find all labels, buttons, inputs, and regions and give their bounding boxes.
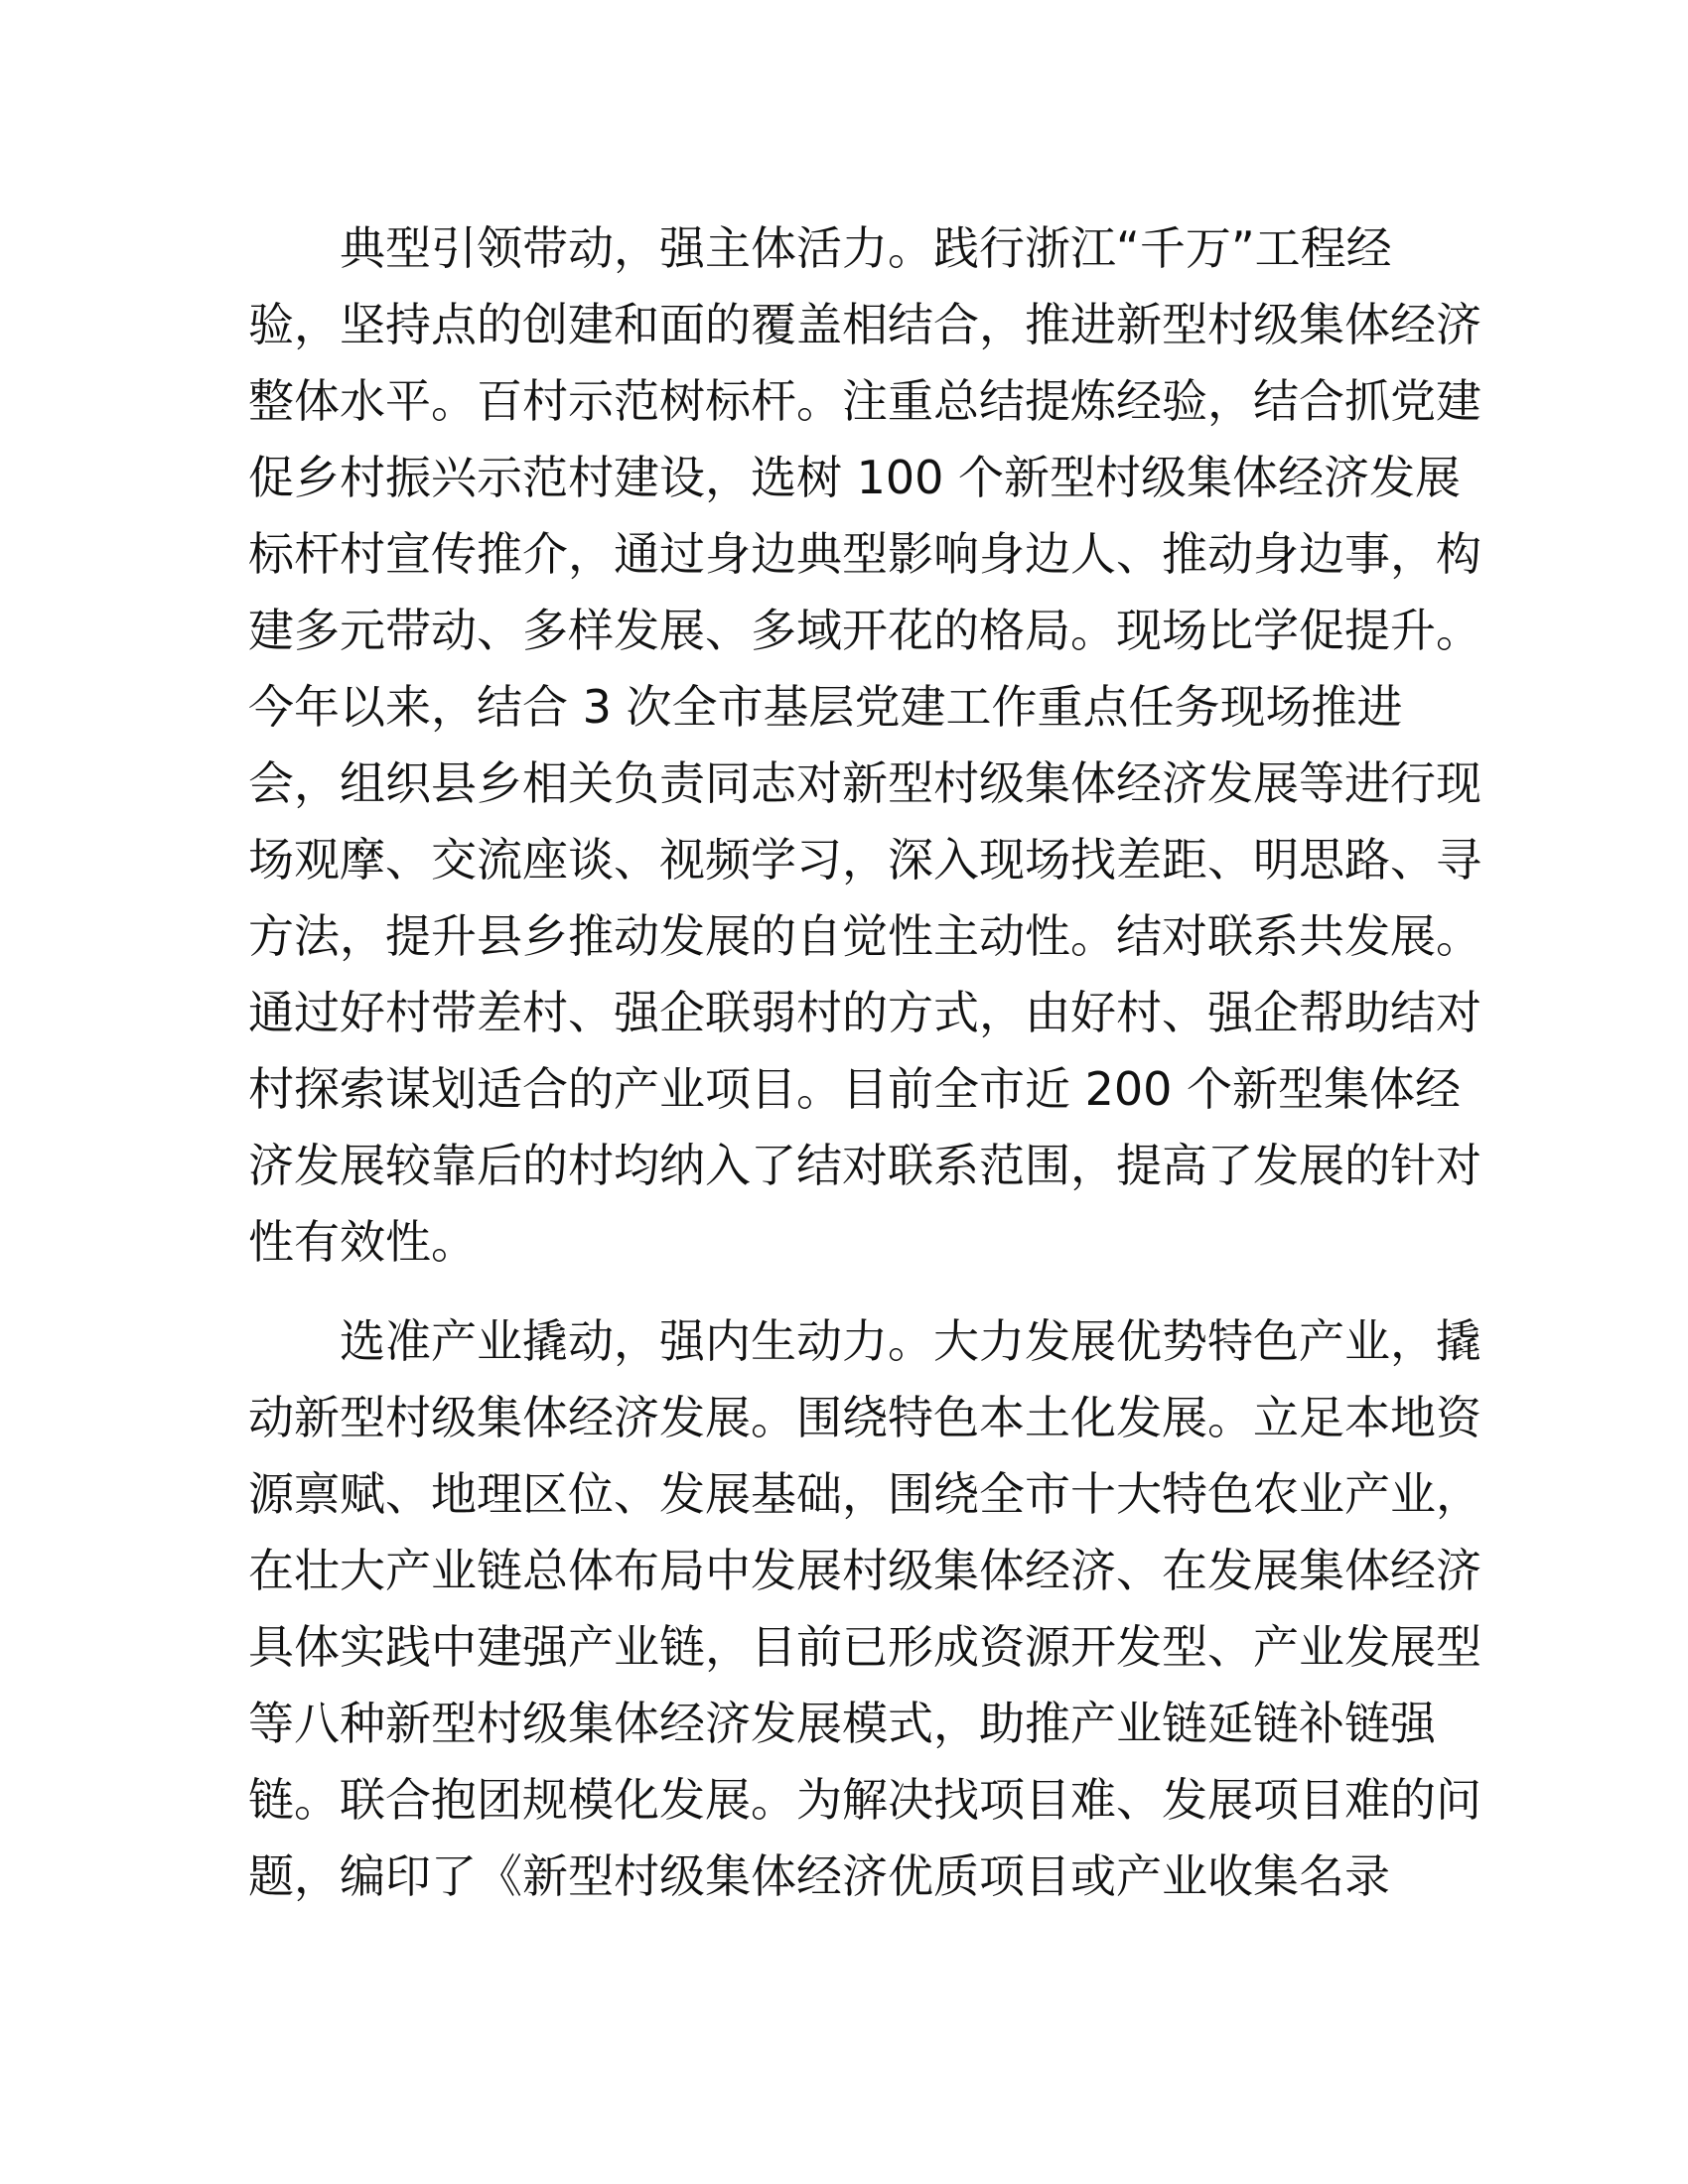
text-line: 选准产业撬动，强内生动力。大力发展优势特色产业，撬 xyxy=(248,1314,1481,1368)
text-line: 通过好村带差村、强企联弱村的方式，由好村、强企帮助结对 xyxy=(248,986,1481,1039)
text-line: 典型引领带动，强主体活力。践行浙江“千万”工程经 xyxy=(248,221,1392,275)
text-line: 方法，提升县乡推动发展的自觉性主动性。结对联系共发展。 xyxy=(248,909,1481,963)
text-line: 会，组织县乡相关负责同志对新型村级集体经济发展等进行现 xyxy=(248,756,1481,810)
text-line: 在壮大产业链总体布局中发展村级集体经济、在发展集体经济 xyxy=(248,1544,1481,1597)
text-line: 村探索谋划适合的产业项目。目前全市近 200 个新型集体经 xyxy=(248,1062,1462,1116)
text-line: 链。联合抱团规模化发展。为解决找项目难、发展项目难的问 xyxy=(248,1773,1481,1827)
text-line: 整体水平。百村示范树标杆。注重总结提炼经验，结合抓党建 xyxy=(248,374,1481,428)
text-line: 动新型村级集体经济发展。围绕特色本土化发展。立足本地资 xyxy=(248,1391,1481,1444)
text-line: 济发展较靠后的村均纳入了结对联系范围，提高了发展的针对 xyxy=(248,1139,1481,1192)
text-line: 等八种新型村级集体经济发展模式，助推产业链延链补链强 xyxy=(248,1697,1436,1750)
text-line: 题，编印了《新型村级集体经济优质项目或产业收集名录 xyxy=(248,1849,1390,1903)
text-line: 性有效性。 xyxy=(248,1215,477,1269)
text-line: 建多元带动、多样发展、多域开花的格局。现场比学促提升。 xyxy=(248,604,1481,657)
text-line: 场观摩、交流座谈、视频学习，深入现场找差距、明思路、寻 xyxy=(248,833,1481,887)
paragraph-typical-leadership xyxy=(248,210,1481,1281)
text-line: 今年以来，结合 3 次全市基层党建工作重点任务现场推进 xyxy=(248,680,1403,734)
text-line: 促乡村振兴示范村建设，选树 100 个新型村级集体经济发展 xyxy=(248,451,1462,504)
text-line: 标杆村宣传推介，通过身边典型影响身边人、推动身边事，构 xyxy=(248,527,1481,581)
text-line: 验，坚持点的创建和面的覆盖相结合，推进新型村级集体经济 xyxy=(248,298,1481,351)
paragraph-industry-driven xyxy=(248,1303,1481,1915)
text-line: 源禀赋、地理区位、发展基础，围绕全市十大特色农业产业， xyxy=(248,1467,1481,1521)
text-line: 具体实践中建强产业链，目前已形成资源开发型、产业发展型 xyxy=(248,1620,1481,1674)
